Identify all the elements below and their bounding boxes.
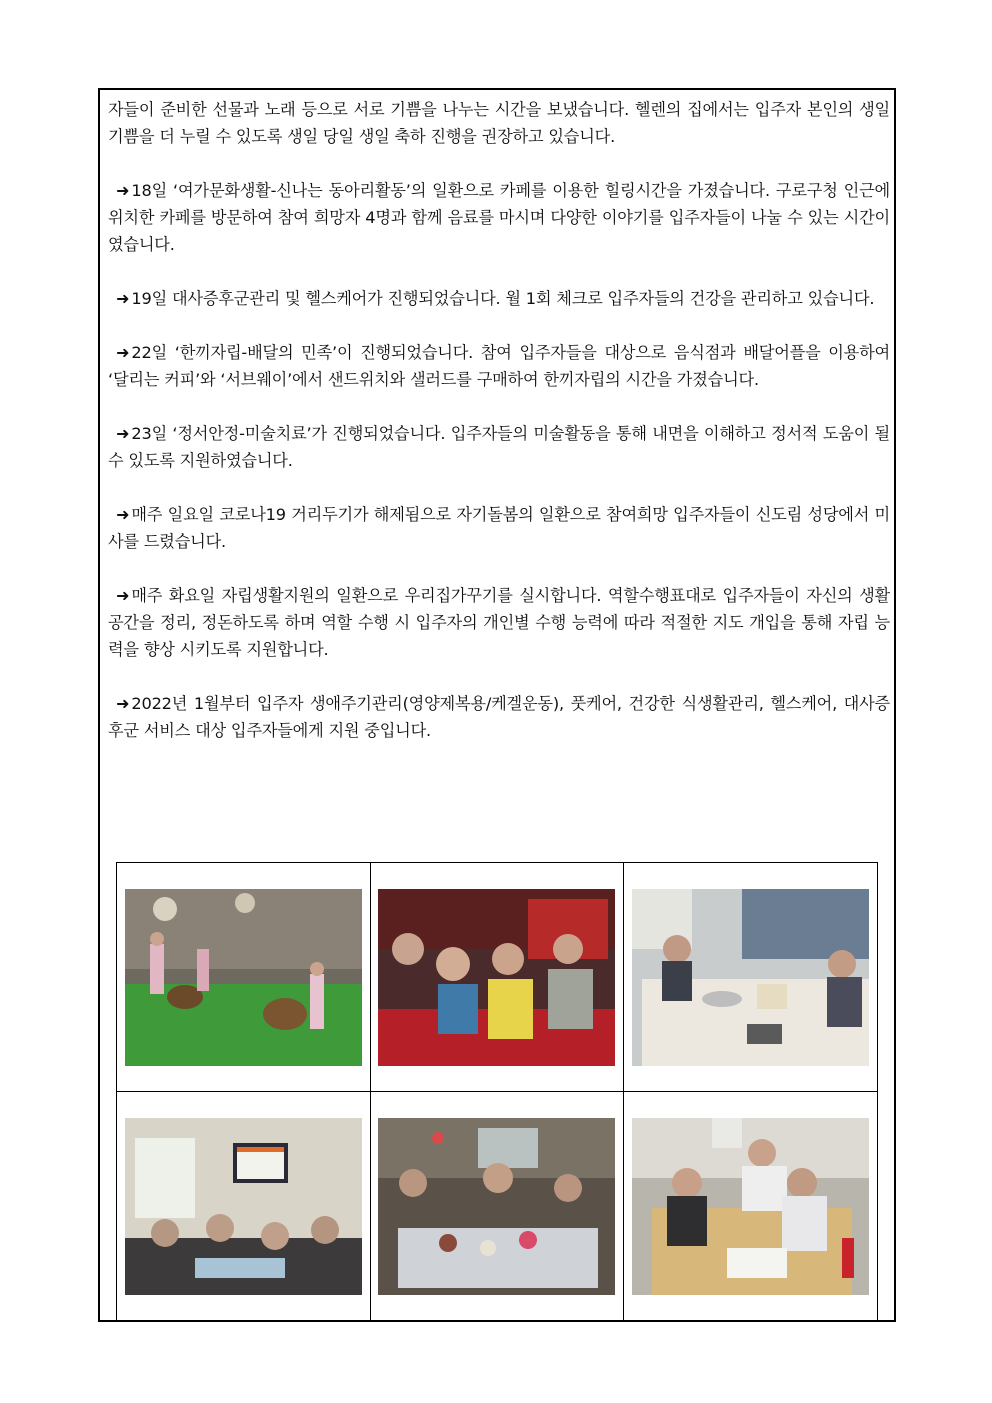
paragraph-text: 2022년 1월부터 입주자 생애주기관리(영양제복용/케겔운동), 풋케어, 건강한 식생활관리, 헬스케어, 대사증후군 서비스 대상 입주자들에게 지원 중입니다. (108, 694, 890, 740)
photo-grid (116, 862, 878, 1321)
drum-performance-photo (125, 889, 362, 1066)
theater-audience-photo (378, 889, 615, 1066)
paragraph-text: 매주 화요일 자립생활지원의 일환으로 우리집가꾸기를 실시합니다. 역할수행표대로 입주자들이 자신의 생활공간을 정리, 정돈하도록 하며 역할 수행 시 입주자의 개인별 수행 능력에 따라 적절한 지도 개입을 통해 자립 능력을 향상 시키도록 지원합니다. (108, 586, 890, 659)
kitchen-cooking-photo (632, 889, 869, 1066)
paragraph-mass (108, 501, 890, 555)
arrow-icon: ➜ (116, 505, 130, 524)
paragraph-healthcare (108, 285, 890, 312)
paragraph-text: 22일 ‘한끼자립-배달의 민족’이 진행되었습니다. 참여 입주자들을 대상으로 음식점과 배달어플을 이용하여 ‘달리는 커피’와 ‘서브웨이’에서 샌드위치와 샐러드를 구매하여 한끼자립의 시간을 가졌습니다. (108, 343, 890, 389)
photo-cell (117, 1092, 371, 1321)
paragraph-lifecycle (108, 690, 890, 744)
photo-cell (117, 863, 371, 1092)
photo-cell (624, 1092, 878, 1321)
paragraph-text: 19일 대사증후군관리 및 헬스케어가 진행되었습니다. 월 1회 체크로 입주자들의 건강을 관리하고 있습니다. (131, 289, 875, 308)
table-meeting-photo (632, 1118, 869, 1295)
paragraph-text: 매주 일요일 코로나19 거리두기가 해제됨으로 자기돌봄의 일환으로 참여희망 입주자들이 신도림 성당에서 미사를 드렸습니다. (108, 505, 890, 551)
arrow-icon: ➜ (116, 289, 130, 308)
paragraph-home-care (108, 582, 890, 663)
paragraph-cafe (108, 177, 890, 258)
paragraph-art-therapy (108, 420, 890, 474)
arrow-icon: ➜ (116, 424, 130, 443)
paragraph-birthday (108, 96, 890, 150)
presentation-room-photo (125, 1118, 362, 1295)
paragraph-delivery (108, 339, 890, 393)
paragraph-text: 자들이 준비한 선물과 노래 등으로 서로 기쁨을 나누는 시간을 보냈습니다. 헬렌의 집에서는 입주자 본인의 생일 기쁨을 더 누릴 수 있도록 생일 당일 생일 축하 진행을 권장하고 있습니다. (108, 100, 890, 146)
arrow-icon: ➜ (116, 694, 130, 713)
arrow-icon: ➜ (116, 181, 130, 200)
arrow-icon: ➜ (116, 586, 130, 605)
document-body (108, 96, 890, 771)
arrow-icon: ➜ (116, 343, 130, 362)
photo-cell (624, 863, 878, 1092)
paragraph-text: 23일 ‘정서안정-미술치료’가 진행되었습니다. 입주자들의 미술활동을 통해 내면을 이해하고 정서적 도움이 될 수 있도록 지원하였습니다. (108, 424, 890, 470)
photo-cell (370, 863, 624, 1092)
paragraph-text: 18일 ‘여가문화생활-신나는 동아리활동’의 일환으로 카페를 이용한 힐링시간을 가졌습니다. 구로구청 인근에 위치한 카페를 방문하여 참여 희망자 4명과 함께 음료를 마시며 다양한 이야기를 입주자들이 나눌 수 있는 시간이였습니다. (108, 181, 890, 254)
party-table-photo (378, 1118, 615, 1295)
photo-cell (370, 1092, 624, 1321)
